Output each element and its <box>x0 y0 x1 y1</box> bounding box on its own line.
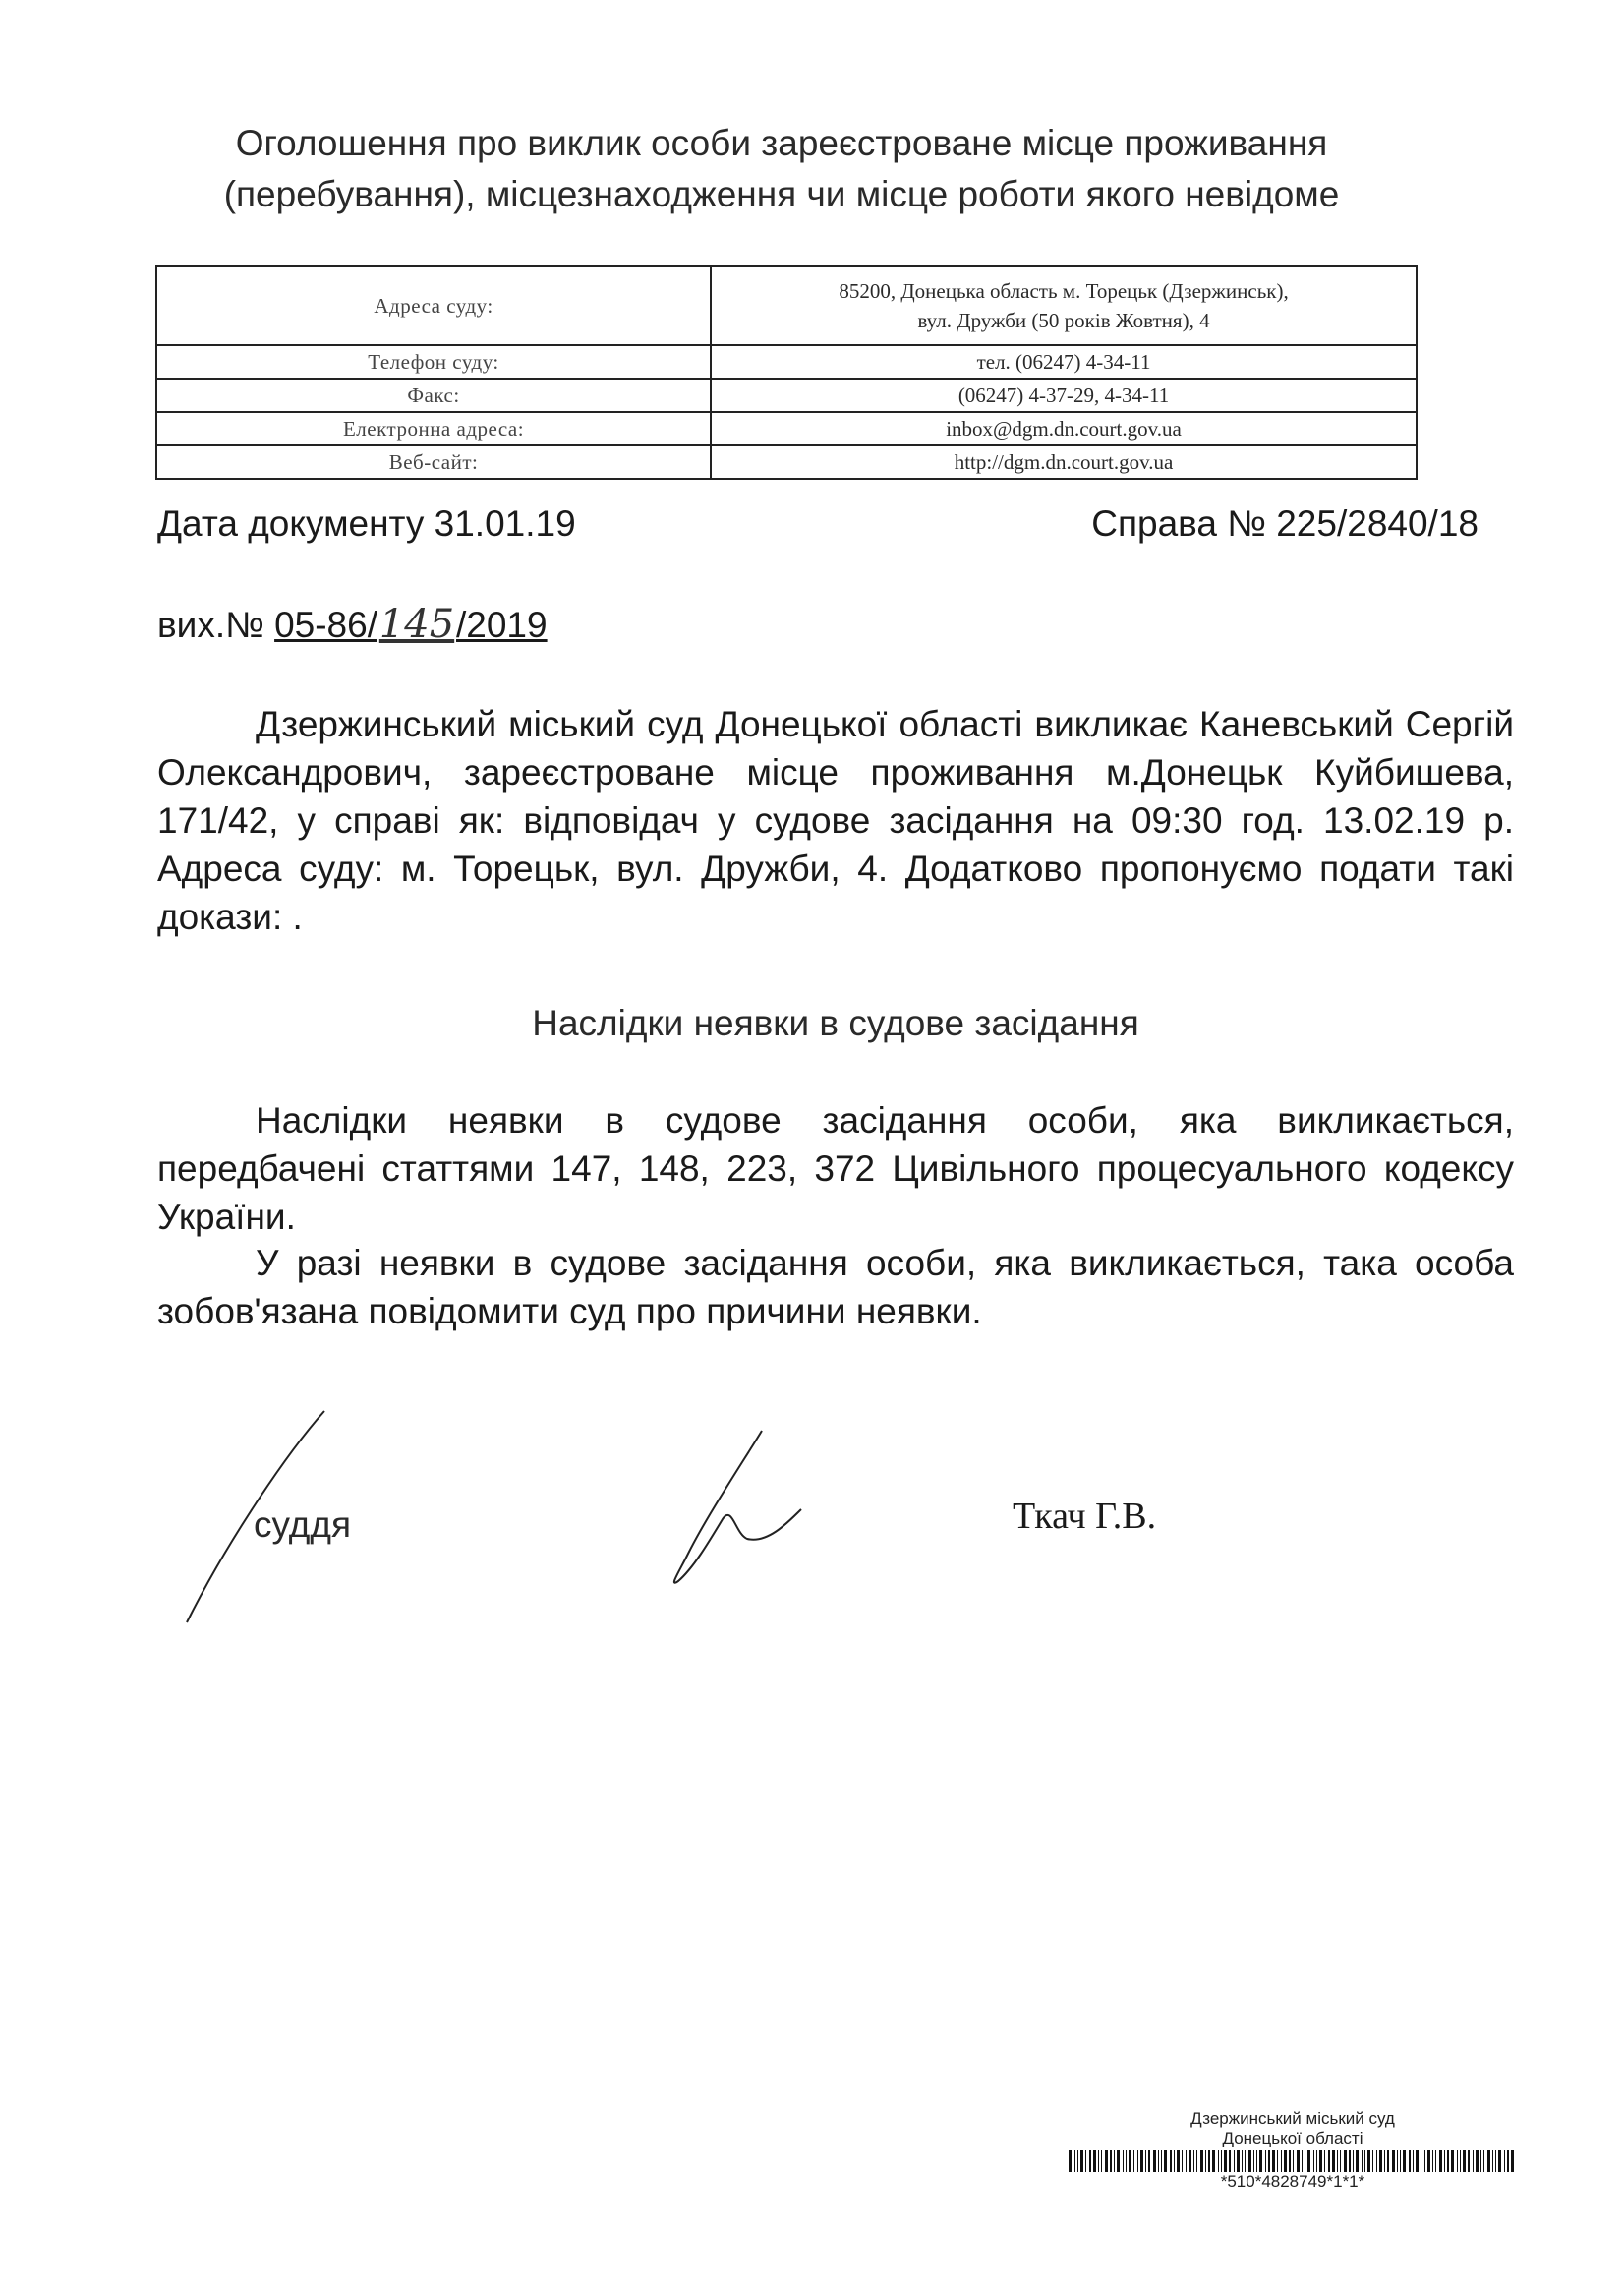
fax-label: Факс: <box>156 379 711 412</box>
summons-paragraph: Дзержинський міський суд Донецької області викликає Каневський Сергій Олександрович, зареєстроване місце проживання м.Донецьк Куйбишева, 171/42, у справі як: відповідач у судове засідання на 09:30 год. 13.02.19 р. Адреса суду: м. Торецьк, вул. Дружби, 4. Додатково пропонуємо подати такі докази: . <box>157 704 1514 937</box>
case-number: Справа № 225/2840/18 <box>1091 503 1479 544</box>
address-label: Адреса суду: <box>156 266 711 345</box>
consequences-paragraph: Наслідки неявки в судове засідання особи, яка викликається, передбачені статтями 147, 148, 223, 372 Цивільного процесуального кодексу України. <box>157 1100 1514 1237</box>
email-label: Електронна адреса: <box>156 412 711 445</box>
fax-value: (06247) 4-37-29, 4-34-11 <box>711 379 1417 412</box>
document-date: Дата документу 31.01.19 <box>157 503 576 544</box>
phone-value: тел. (06247) 4-34-11 <box>711 345 1417 379</box>
stamp-line-2: Донецької області <box>1222 2129 1363 2147</box>
outgoing-year-part: /2019 <box>456 605 548 645</box>
website-label: Веб-сайт: <box>156 445 711 479</box>
title-line-2: (перебування), місцезнаходження чи місце роботи якого невідоме <box>223 174 1340 214</box>
registration-stamp <box>1062 2109 1524 2192</box>
notification-paragraph: У разі неявки в судове засідання особи, яка викликається, така особа зобов'язана повідомити суд про причини неявки. <box>157 1243 1514 1331</box>
outgoing-num-part: 05-86/ <box>274 605 377 645</box>
email-value: inbox@dgm.dn.court.gov.ua <box>711 412 1417 445</box>
consequences-heading: Наслідки неявки в судове засідання <box>532 1003 1139 1043</box>
phone-label: Телефон суду: <box>156 345 711 379</box>
outgoing-prefix: вих.№ <box>157 605 275 645</box>
barcode <box>1067 2150 1519 2172</box>
outgoing-handwritten-number: 145 <box>378 602 455 647</box>
title-line-1: Оголошення про виклик особи зареєстроване місце проживання <box>235 123 1328 163</box>
address-line-2: вул. Дружби (50 років Жовтня), 4 <box>917 309 1210 332</box>
handwritten-signature <box>674 1431 801 1583</box>
website-value: http://dgm.dn.court.gov.ua <box>711 445 1417 479</box>
signature-name: Ткач Г.В. <box>1013 1496 1157 1537</box>
barcode-text: *510*4828749*1*1* <box>1220 2172 1365 2191</box>
signature-role: суддя <box>254 1504 351 1545</box>
stamp-line-1: Дзержинський міський суд <box>1190 2109 1395 2128</box>
address-line-1: 85200, Донецька область м. Торецьк (Дзержинськ), <box>839 279 1289 303</box>
